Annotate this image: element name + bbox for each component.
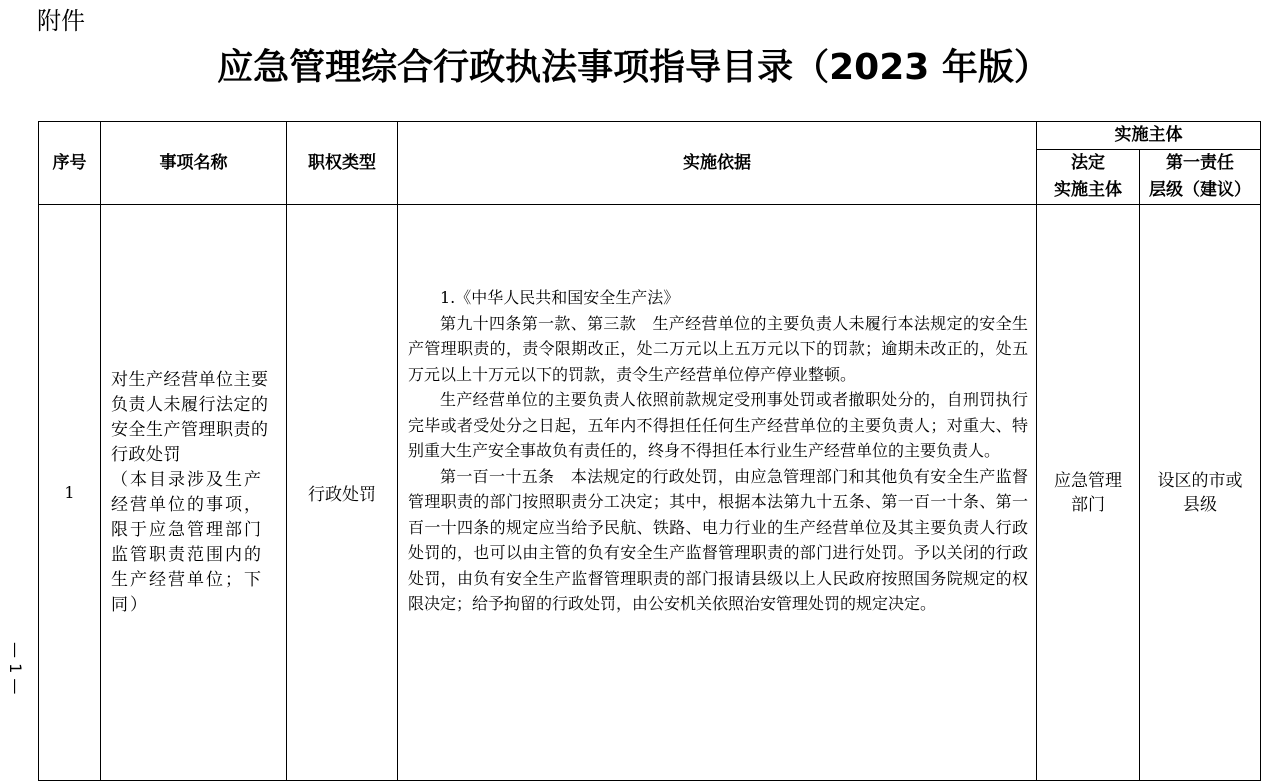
- cell-authority-type: 行政处罚: [287, 205, 398, 781]
- item-name-note: （本目录涉及生产经营单位的事项，限于应急管理部门监管职责范围内的生产经营单位；下同）: [111, 469, 263, 615]
- legal-subject-header-line2: 实施主体: [1054, 180, 1122, 200]
- legal-subject-line1: 应急管理: [1054, 470, 1122, 491]
- col-header-first-level: [1140, 150, 1261, 205]
- col-header-basis: 实施依据: [398, 122, 1037, 205]
- col-header-seq: 序号: [39, 122, 101, 205]
- col-header-legal-subject: [1037, 150, 1140, 205]
- header-row-1: [39, 122, 1261, 150]
- first-level-header-line2: 层级（建议）: [1149, 180, 1251, 200]
- col-header-authority-type: 职权类型: [287, 122, 398, 205]
- cell-basis: [398, 205, 1037, 781]
- cell-legal-subject: [1037, 205, 1140, 781]
- basis-paragraph: 第一百一十五条 本法规定的行政处罚，由应急管理部门和其他负有安全生产监督管理职责的部门按照职责分工决定；其中，根据本法第九十五条、第一百一十条、第一百一十四条的规定应当给予民航、铁路、电力行业的生产经营单位及其主要负责人行政处罚的，也可以由主管的负有安全生产监督管理职责的部门进行处罚。予以关闭的行政处罚，由负有安全生产监督管理职责的部门报请县级以上人民政府按照国务院规定的权限决定；给予拘留的行政处罚，由公安机关依照治安管理处罚的规定决定。: [408, 466, 1028, 613]
- first-level-line2: 县级: [1183, 494, 1217, 515]
- table-row: [39, 205, 1261, 781]
- enforcement-items-table: [38, 121, 1261, 781]
- document-title: 应急管理综合行政执法事项指导目录（2023 年版）: [217, 47, 1050, 88]
- first-level-header-line1: 第一责任: [1166, 153, 1234, 173]
- col-header-item-name: 事项名称: [101, 122, 287, 205]
- basis-paragraph: 1.《中华人民共和国安全生产法》: [440, 288, 680, 307]
- basis-paragraph: 生产经营单位的主要负责人依照前款规定受刑事处罚或者撤职处分的，自刑罚执行完毕或者受处分之日起，五年内不得担任任何生产经营单位的主要负责人；对重大、特别重大生产安全事故负有责任的，终身不得担任本行业生产经营单位的主要负责人。: [408, 390, 1028, 460]
- col-header-subject-group: 实施主体: [1037, 122, 1261, 150]
- basis-paragraph: 第九十四条第一款、第三款 生产经营单位的主要负责人未履行本法规定的安全生产管理职责的，责令限期改正，处二万元以上五万元以下的罚款；逾期未改正的，处五万元以上十万元以下的罚款，责令生产经营单位停产停业整顿。: [408, 313, 1028, 384]
- page-number-mark: — 1 —: [6, 642, 25, 695]
- cell-seq: 1: [39, 205, 101, 781]
- legal-subject-line2: 部门: [1071, 494, 1105, 515]
- cell-item-name: [101, 205, 287, 781]
- item-name-main: 对生产经营单位主要负责人未履行法定的安全生产管理职责的行政处罚: [111, 369, 269, 465]
- attachment-label: 附件: [37, 7, 85, 35]
- legal-subject-header-line1: 法定: [1071, 153, 1105, 173]
- first-level-line1: 设区的市或: [1157, 470, 1243, 491]
- cell-first-level: [1140, 205, 1261, 781]
